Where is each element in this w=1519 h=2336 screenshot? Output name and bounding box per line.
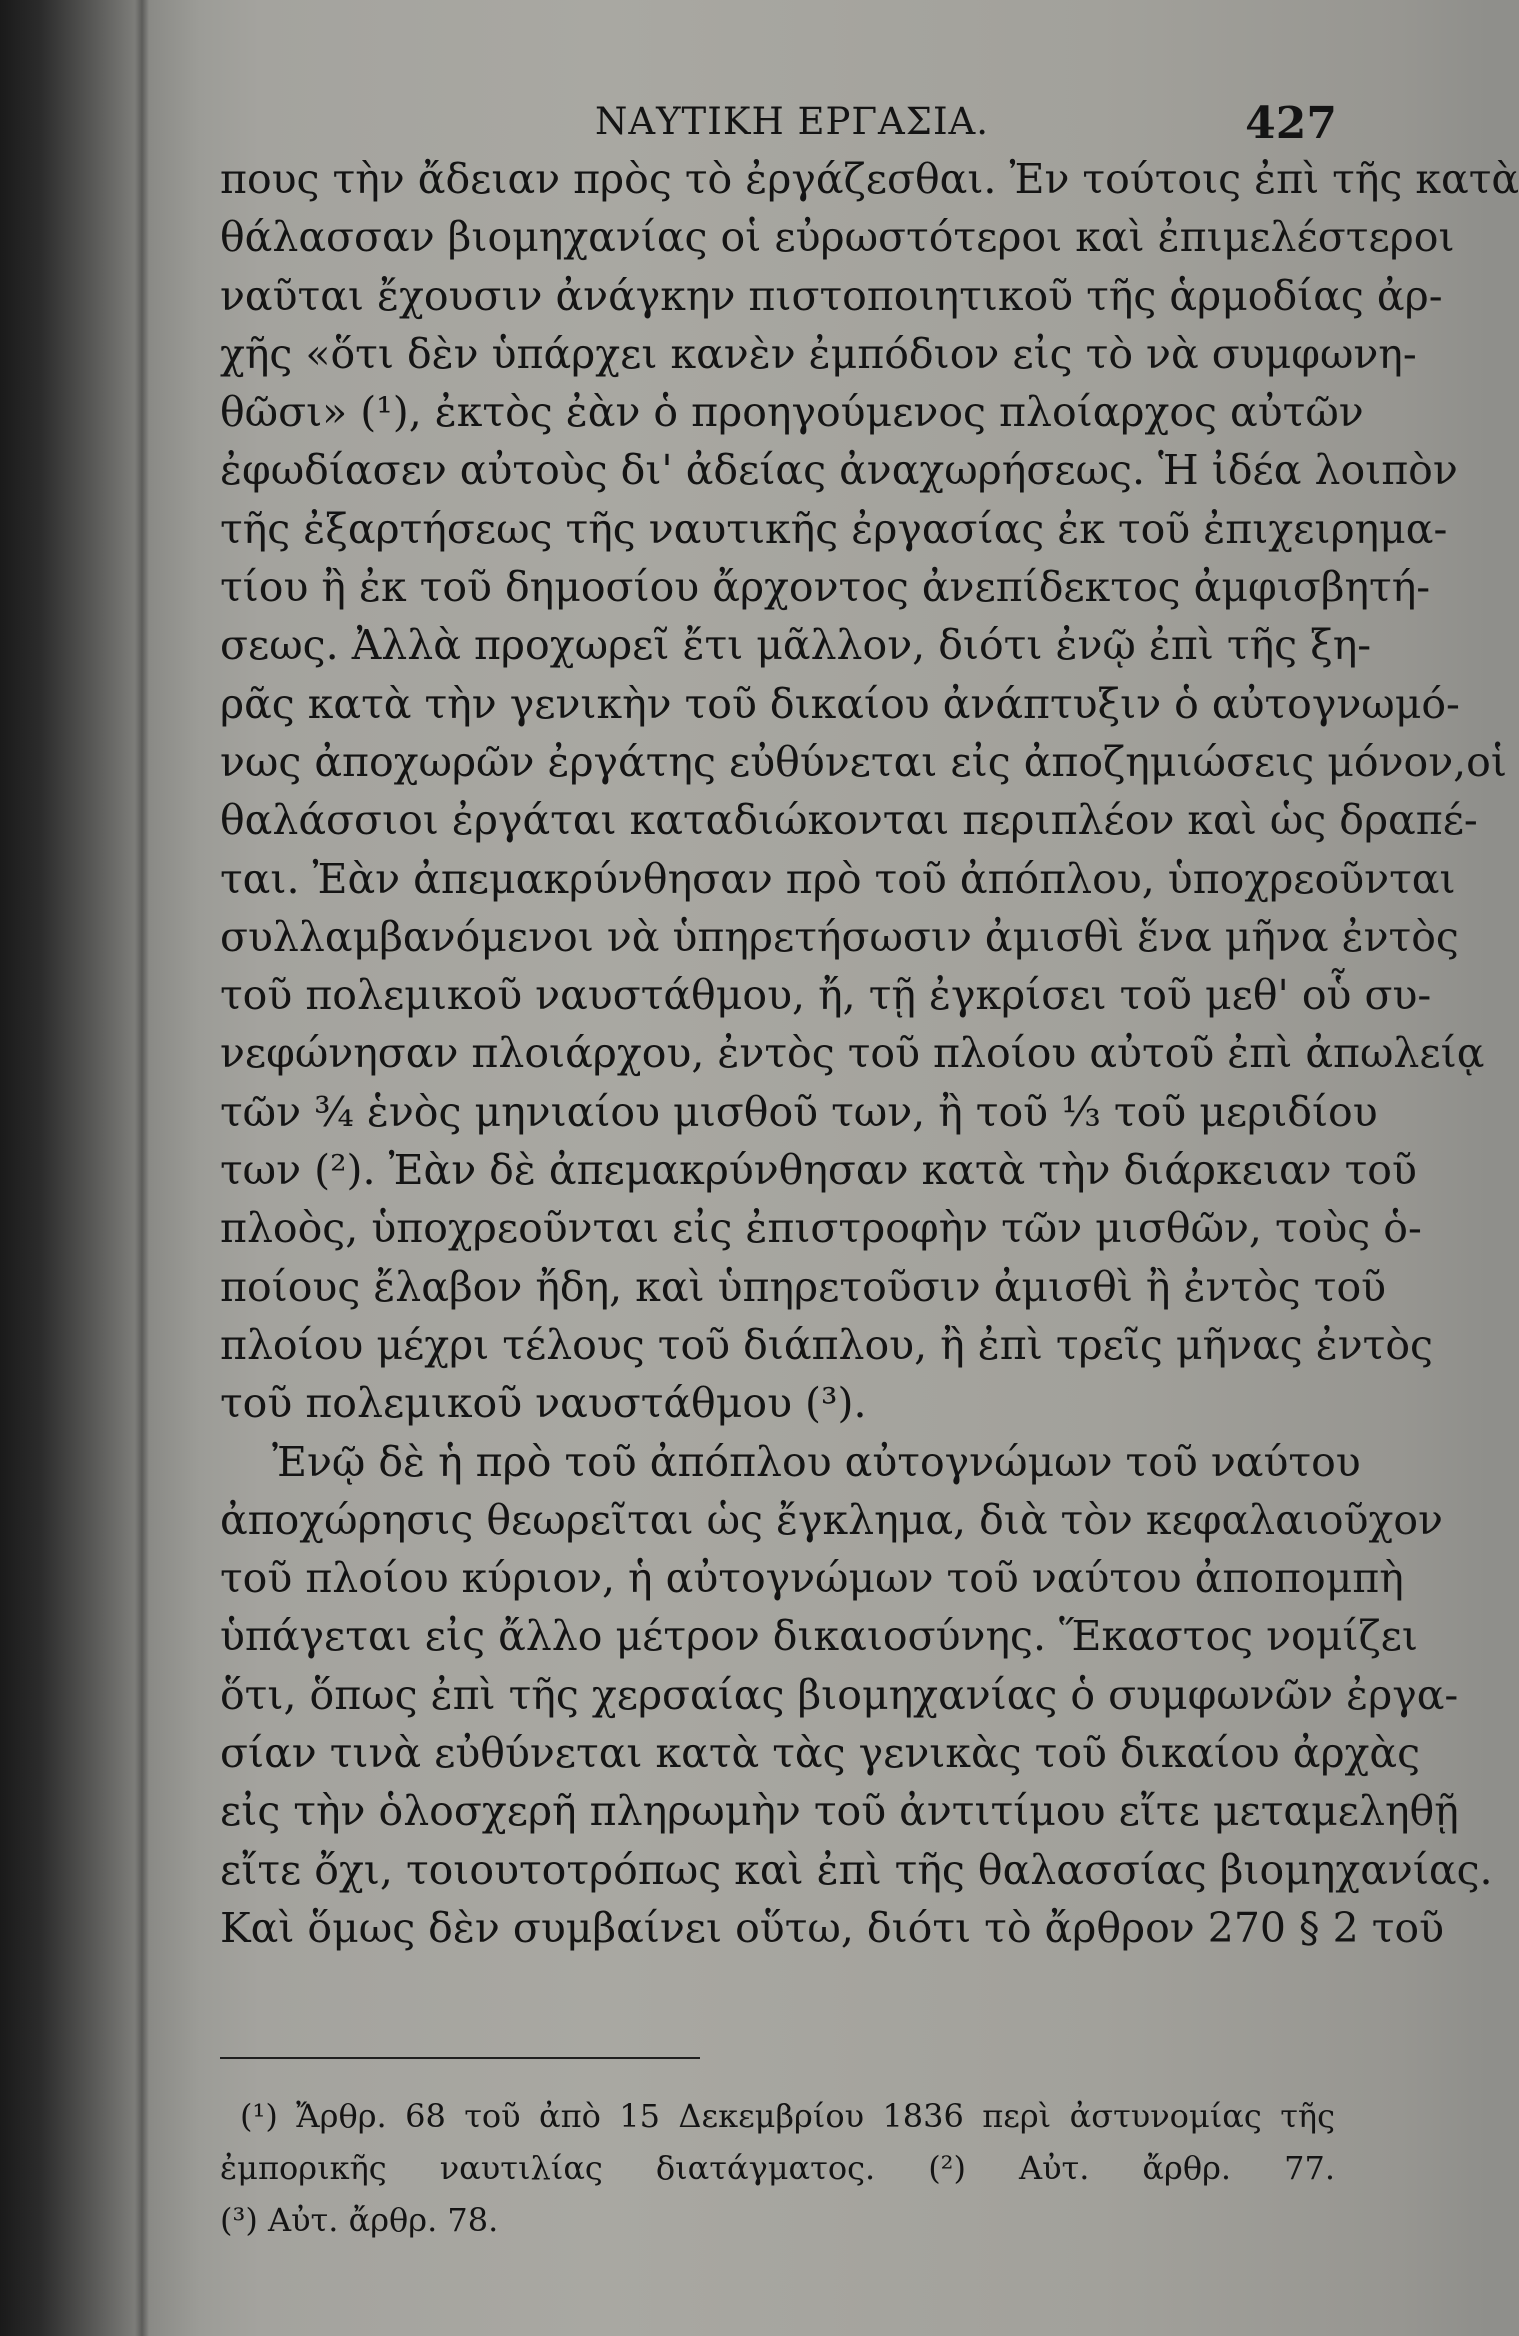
text-line: ἀποχώρησις θεωρεῖται ὡς ἔγκλημα, διὰ τὸν κεφαλαιοῦχον — [220, 1495, 1443, 1544]
text-line: Καὶ ὅμως δὲν συμβαίνει οὕτω, διότι τὸ ἄρθρον 270 § 2 τοῦ — [220, 1903, 1444, 1952]
text-line: θάλασσαν βιομηχανίας οἱ εὐρωστότεροι καὶ ἐπιμελέστεροι — [220, 213, 1455, 262]
text-line: ὑπάγεται εἰς ἄλλο μέτρον δικαιοσύνης. Ἕκαστος νομίζει — [220, 1612, 1418, 1661]
text-line: χῆς «ὅτι δὲν ὑπάρχει κανὲν ἐμπόδιον εἰς τὸ νὰ συμφωνη- — [220, 329, 1417, 378]
text-line: σίαν τινὰ εὐθύνεται κατὰ τὰς γενικὰς τοῦ δικαίου ἀρχὰς — [220, 1729, 1421, 1778]
text-line: πλοίου μέχρι τέλους τοῦ διάπλου, ἢ ἐπὶ τρεῖς μῆνας ἐντὸς — [220, 1320, 1433, 1369]
text-line: εἰς τὴν ὁλοσχερῆ πληρωμὴν τοῦ ἀντιτίμου εἴτε μεταμεληθῇ — [220, 1787, 1459, 1836]
text-line: τίου ἢ ἐκ τοῦ δημοσίου ἄρχοντος ἀνεπίδεκτος ἀμφισβητή- — [220, 563, 1431, 612]
text-line: σεως. Ἀλλὰ προχωρεῖ ἔτι μᾶλλον, διότι ἐνῷ ἐπὶ τῆς ξη- — [220, 621, 1372, 670]
text-line: θαλάσσιοι ἐργάται καταδιώκονται περιπλέον καὶ ὡς δραπέ- — [220, 796, 1478, 845]
text-line: ρᾶς κατὰ τὴν γενικὴν τοῦ δικαίου ἀνάπτυξιν ὁ αὐτογνωμό- — [220, 679, 1460, 728]
footnote-line: ἐμπορικῆς ναυτιλίας διατάγματος. (²) Αὐτ. ἄρθρ. 77. — [220, 2149, 1335, 2187]
text-line: των (²). Ἐὰν δὲ ἀπεμακρύνθησαν κατὰ τὴν διάρκειαν τοῦ — [220, 1146, 1417, 1195]
book-page — [195, 60, 1519, 2320]
text-line-paragraph-start: Ἐνῷ δὲ ἡ πρὸ τοῦ ἀπόπλου αὐτογνώμων τοῦ ναύτου — [272, 1437, 1361, 1486]
text-line: θῶσι» (¹), ἐκτὸς ἐὰν ὁ προηγούμενος πλοίαρχος αὐτῶν — [220, 388, 1364, 437]
text-line: νως ἀποχωρῶν ἐργάτης εὐθύνεται εἰς ἀποζημιώσεις μόνον,οἱ — [220, 737, 1507, 786]
footnote-line: (³) Αὐτ. ἄρθρ. 78. — [220, 2201, 499, 2239]
text-line: πους τὴν ἄδειαν πρὸς τὸ ἐργάζεσθαι. Ἐν τούτοις ἐπὶ τῆς κατὰ — [220, 155, 1519, 203]
text-line: ὅτι, ὅπως ἐπὶ τῆς χερσαίας βιομηχανίας ὁ συμφωνῶν ἐργα- — [220, 1670, 1459, 1719]
text-line: συλλαμβανόμενοι νὰ ὑπηρετήσωσιν ἀμισθὶ ἕνα μῆνα ἐντὸς — [220, 912, 1459, 961]
footnote-line: (¹) Ἄρθρ. 68 τοῦ ἀπὸ 15 Δεκεμβρίου 1836 περὶ ἀστυνομίας τῆς — [240, 2097, 1335, 2135]
text-line: ἐφωδίασεν αὐτοὺς δι' ἀδείας ἀναχωρήσεως. Ἡ ἰδέα λοιπὸν — [220, 446, 1458, 495]
text-line: ποίους ἔλαβον ἤδη, καὶ ὑπηρετοῦσιν ἀμισθὶ ἢ ἐντὸς τοῦ — [220, 1262, 1387, 1311]
footnotes — [220, 2090, 1335, 2246]
running-head: ΝΑΥΤΙΚΗ ΕΡΓΑΣΙΑ. — [595, 100, 990, 143]
body-text — [220, 150, 1519, 1957]
page-number: 427 — [1245, 98, 1337, 149]
text-line: ναῦται ἔχουσιν ἀνάγκην πιστοποιητικοῦ τῆς ἁρμοδίας ἀρ- — [220, 271, 1443, 320]
text-line-paragraph-end: τοῦ πολεμικοῦ ναυστάθμου (³). — [220, 1379, 867, 1428]
text-line: τοῦ πολεμικοῦ ναυστάθμου, ἤ, τῇ ἐγκρίσει τοῦ μεθ' οὗ συ- — [220, 971, 1432, 1020]
text-line: πλοὸς, ὑποχρεοῦνται εἰς ἐπιστροφὴν τῶν μισθῶν, τοὺς ὁ- — [220, 1204, 1422, 1253]
text-line: ται. Ἐὰν ἀπεμακρύνθησαν πρὸ τοῦ ἀπόπλου, ὑποχρεοῦνται — [220, 854, 1456, 903]
text-line: νεφώνησαν πλοιάρχου, ἐντὸς τοῦ πλοίου αὐτοῦ ἐπὶ ἀπωλείᾳ — [220, 1029, 1485, 1078]
footnote-rule — [220, 2057, 700, 2059]
text-line: τῆς ἐξαρτήσεως τῆς ναυτικῆς ἐργασίας ἐκ τοῦ ἐπιχειρημα- — [220, 504, 1448, 553]
text-line: τῶν ¾ ἑνὸς μηνιαίου μισθοῦ των, ἢ τοῦ ⅓ τοῦ μεριδίου — [220, 1087, 1378, 1136]
text-line: τοῦ πλοίου κύριον, ἡ αὐτογνώμων τοῦ ναύτου ἀποπομπὴ — [220, 1554, 1404, 1603]
text-line: εἴτε ὄχι, τοιουτοτρόπως καὶ ἐπὶ τῆς θαλασσίας βιομηχανίας. — [220, 1845, 1493, 1894]
